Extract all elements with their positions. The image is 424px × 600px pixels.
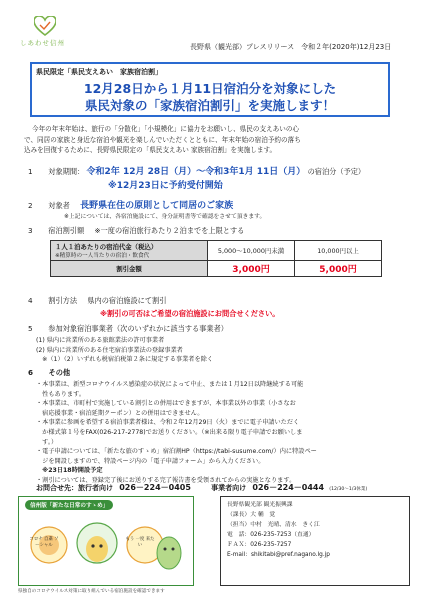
contact-line: 電 話：026-235-7253（直通） [227,532,315,538]
discount-table [50,240,382,277]
section-label: 対象期間： [48,167,85,176]
inquiry-phone-travelers: 026－224－0405 [119,483,191,492]
list-item: か様式第１号をFAX(026-217-2778)でお送りください。（※出来る限り電子申請でお願いしま [36,428,303,436]
list-item: ・割引については、登録完了後にお送りする完了報告書を受領されてからの実施となります。 [36,476,296,484]
intro-line: 込みを回復するために、長野県民限定の「県民支えあい 家族宿泊割」を実施します。 [24,146,277,154]
method-note: ※割引の可否はご希望の宿泊施設にお問合せください。 [100,309,280,318]
table-row [51,261,382,277]
intro-line: で、同居の家族と身近な宿泊や観光を楽しんでいただくとともに、年末年始の宿泊予約の落ち [24,135,301,144]
list-item: ・本事業は、新型コロナウイルス感染症の状況によって中止、または１月12日以降継続する可能 [36,381,304,388]
section-number: 5 [28,324,33,333]
period-suffix: の宿泊分（予定） [307,167,366,176]
section-label: 宿泊割引額 [48,226,85,235]
new-normal-mascot-box [18,496,194,586]
contact-line: （担当）中村 光晴、清水 きく江 [227,522,320,528]
section-2 [28,198,233,211]
price-range-cell: 10,000円以上 [295,241,382,261]
intro-paragraph [24,124,406,156]
inquiry-line [36,482,367,493]
contact-line: （課長）大 輔 覚 [227,512,276,518]
section-label: 参加対象宿泊事業者（次のいずれかに該当する事業者） [48,324,228,333]
section-number: 4 [28,296,33,305]
title-line-1: 12月28日から１月11日宿泊分を対象にした [83,81,337,96]
section-5 [28,324,228,334]
list-item: す。） [36,438,58,446]
contact-email[interactable]: E-mail：shikitabi@pref.nagano.lg.jp [227,552,330,558]
section-number: 6 [28,368,34,377]
list-item: ・本事業は、市町村で実施している割引との併用はできますが、本事業以外の事業（小さなお [36,400,296,408]
inquiry-label-businesses: 事業者向け [211,484,247,492]
discount-amount-cell: 3,000円 [208,261,295,277]
target-note: ※上記については、各宿泊施設にて、身分証明書等で確認をさせて頂きます。 [64,214,266,220]
contact-box [220,496,410,586]
section-number: 2 [28,201,33,210]
list-item: ・電子申請については、「新たな旅のすゝめ」宿泊割HP（https://tabi-susume.com/）内に特設ペー [36,448,317,456]
header-text: １人１泊あたりの宿泊代金（税込） [55,243,158,251]
press-release-line: 長野県（観光部）プレスリリース 令和２年(2020年)12月23日 [190,43,392,51]
section-label: 割引方法 [48,296,78,305]
list-item: ※（1）（2）いずれも税宿泊税第２条に規定する事業者を除く [36,356,214,364]
list-item: 宿応援事業・宿泊延期クーポン）との併用はできません。 [36,409,204,417]
list-item: (2) 県内に営業所のある住宅宿泊事業法の登録事業者 [36,346,183,354]
table-header-cell [51,241,208,261]
mascot-box-title: 信州版「新たな日常のすゝめ」 [25,500,113,510]
reservation-start-note: ※12月23日に予約受付開始 [108,181,223,191]
title-tag: 県民限定「県民支えあい 家族宿泊割」 [36,68,162,76]
heart-logo-icon [34,16,56,36]
list-item: 性もあります。 [36,390,86,398]
badge-text: もう 一度 来たい [125,537,155,548]
list-item: ・本事業に参画を希望する宿泊事業者様は、令和２年12月29日（火）までに電子申請いただく [36,419,300,427]
shiawase-shinshu-logo [14,10,70,48]
inquiry-label-travelers: お問合せ先：旅行者向け [36,484,113,492]
title-box [30,62,390,117]
title-line-2: 県民対象の「家族宿泊割引」を実施します！ [84,98,335,113]
badge-text: コロナ 自粛 ソーシャル [29,537,59,548]
business-list [36,336,213,365]
price-range-cell: 5,000～10,000円未満 [208,241,295,261]
mascot-footnote: 県独自のコロナウイルス対策に取り組んでいる宿泊施設を確認できます [18,589,165,594]
section-label: 対象者 [48,201,70,210]
contact-line: 長野県観光部 観光振興課 [227,502,293,508]
inquiry-hours: (12/30～1/3休業) [329,487,368,492]
list-item: ジを開設しますので、特設ページ内の「電子申請フォーム」から入力ください。 [36,457,265,465]
section-3 [28,226,244,236]
table-row [51,241,382,261]
section-number: 1 [28,167,33,176]
section-6 [28,368,70,378]
list-item: ※23日18時開設予定 [36,467,103,475]
list-item: (1) 県内に営業所のある旅館業法の許可事業者 [36,337,165,344]
method-value: 県内の宿泊施設にて割引 [87,296,167,305]
row-label-cell: 割引金額 [51,261,208,277]
discount-amount-cell: 5,000円 [295,261,382,277]
section-number: 3 [28,226,33,235]
inquiry-phone-businesses: 026－224－0444 [252,483,325,492]
target-value: 長野県在住の原則として同居のご家族 [80,201,234,211]
section-1 [28,164,365,177]
header-subtext: ※精算時の一人当たりの宿泊・飲食代 [55,253,150,259]
other-notes-list [36,380,317,486]
intro-line: 今年の年末年始は、旅行の「分散化」「小規模化」に協力をお願いし、県民の支えあいの心 [32,125,300,133]
section-label: その他 [48,368,71,377]
section-note: ※一度の宿泊旅行あたり２泊までを上限とする [94,226,245,235]
section-4 [28,296,166,306]
logo-text: しあわせ信州 [20,39,65,47]
contact-line: ＦＡＸ：026-235-7257 [227,542,292,548]
period-value: 令和2年 12月 28日（月）～令和3年1月 11日（月） [86,167,306,177]
